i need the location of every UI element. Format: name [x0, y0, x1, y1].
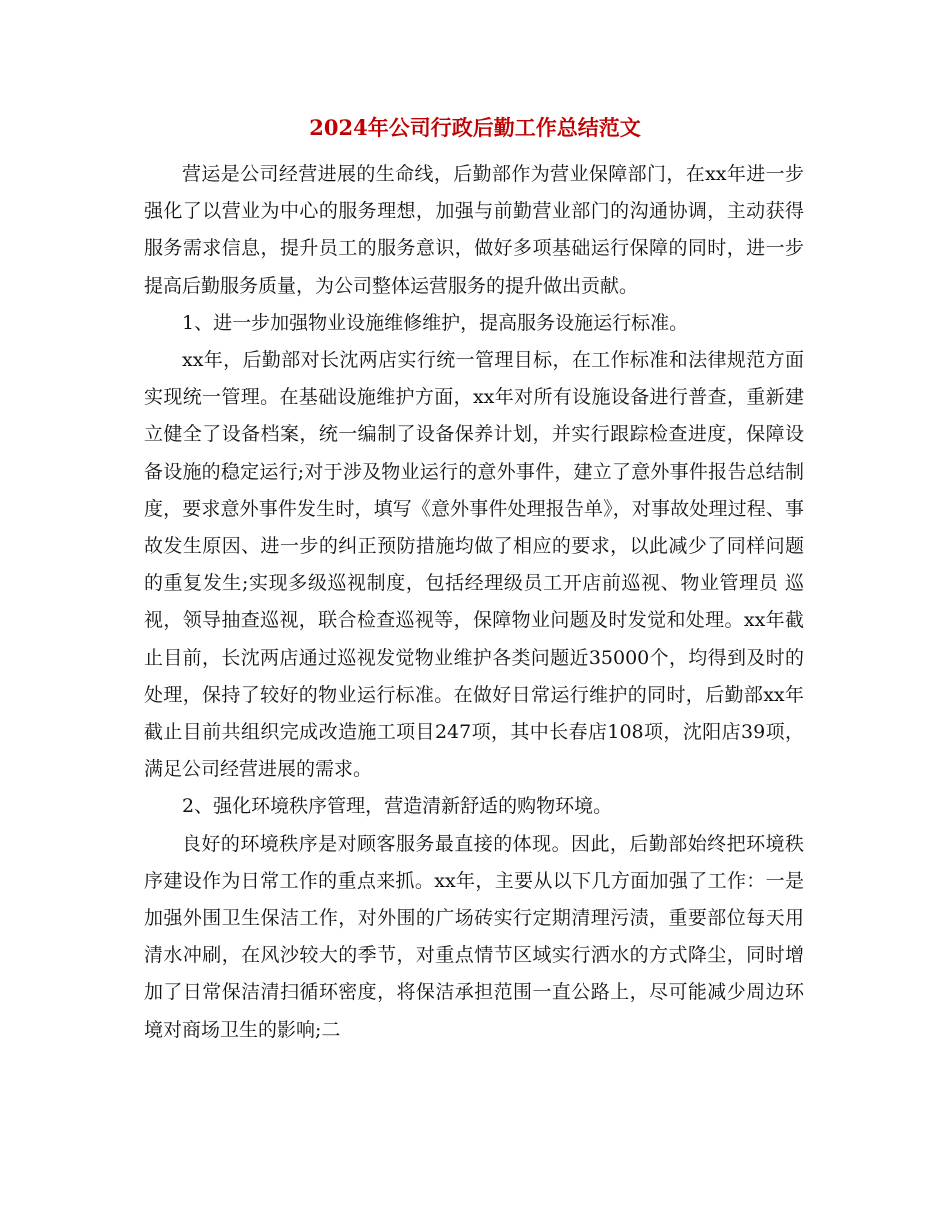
paragraph-heading-2: 2、强化环境秩序管理，营造清新舒适的购物环境。 — [182, 795, 613, 818]
document-title: 2024年公司行政后勤工作总结范文 — [309, 115, 641, 140]
paragraph-environment-order: 良好的环境秩序是对顾客服务最直接的体现。因此，后勤部始终把环境秩序建设作为日常工作的重点来抓。xx年，主要从以下几方面加强了工作：一是加强外围卫生保洁工作，对外围的广场砖实行定期清理污渍，重要部位每天用清水冲刷，在风沙较大的季节，对重点情节区域实行洒水的方式降尘，同时增加了日常保洁清扫循环密度，将保洁承担范围一直公路上，尽可能减少周边环境对商场卫生的影响;二 — [144, 832, 804, 1041]
paragraph-heading-1: 1、进一步加强物业设施维修维护，提高服务设施运行标准。 — [182, 311, 689, 334]
document-body — [144, 156, 804, 1049]
paragraph-facility-maintenance: xx年，后勤部对长沈两店实行统一管理目标，在工作标准和法律规范方面实现统一管理。在基础设施维护方面，xx年对所有设施设备进行普查，重新建立健全了设备档案，统一编制了设备保养计划，并实行跟踪检查进度，保障设备设施的稳定运行;对于涉及物业运行的意外事件，建立了意外事件报告总结制度，要求意外事件发生时，填写《意外事件处理报告单》，对事故处理过程、事故发生原因、进一步的纠正预防措施均做了相应的要求，以此减少了同样问题的重复发生;实现多级巡视制度，包括经理级员工开店前巡视、物业管理员 巡视，领导抽查巡视，联合检查巡视等，保障物业问题及时发觉和处理。xx年截止目前，长沈两店通过巡视发觉物业维护各类问题近35000个，均得到及时的处理，保持了较好的物业运行标准。在做好日常运行维护的同时，后勤部xx年截止目前共组织完成改造施工项目247项，其中长春店108项，沈阳店39项，满足公司经营进展的需求。 — [144, 349, 804, 781]
paragraph-intro: 营运是公司经营进展的生命线，后勤部作为营业保障部门，在xx年进一步强化了以营业为中心的服务理想，加强与前勤营业部门的沟通协调，主动获得服务需求信息，提升员工的服务意识，做好多项基础运行保障的同时，进一步提高后勤服务质量，为公司整体运营服务的提升做出贡献。 — [144, 163, 804, 297]
